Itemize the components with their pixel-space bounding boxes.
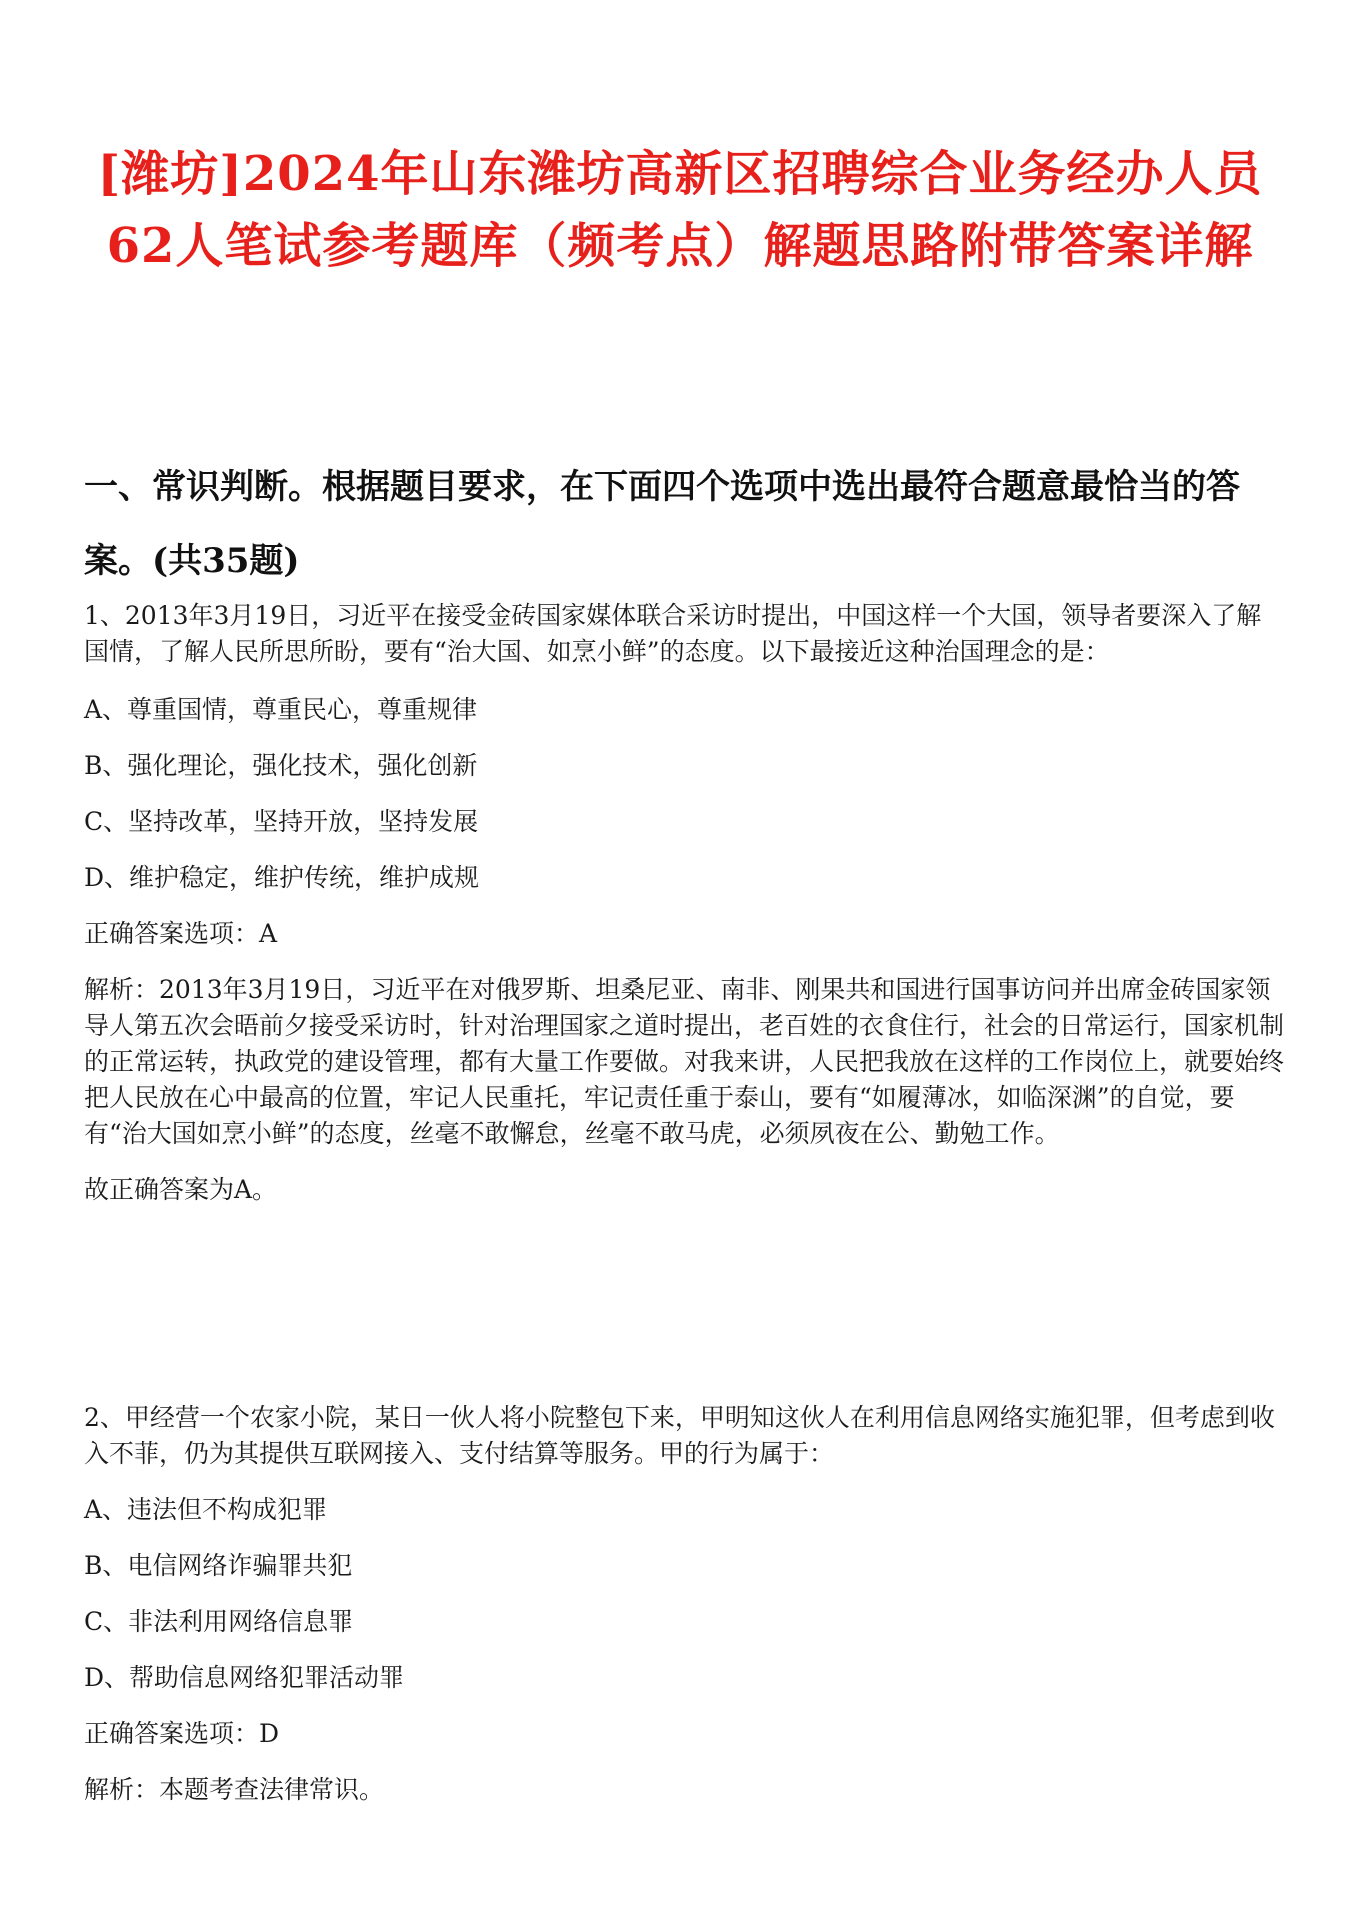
question-1 [84,598,1284,1208]
document-title: [潍坊]2024年山东潍坊高新区招聘综合业务经办人员62人笔试参考题库（频考点）解题思路附带答案详解 [97,146,1263,274]
option-c: C、非法利用网络信息罪 [84,1607,354,1636]
option-d: D、帮助信息网络犯罪活动罪 [84,1663,405,1692]
option-a: A、尊重国情，尊重民心，尊重规律 [84,695,478,724]
correct-answer: 正确答案选项：A [84,919,278,948]
question-stem: 2、甲经营一个农家小院，某日一伙人将小院整包下来，甲明知这伙人在利用信息网络实施犯罪，但考虑到收入不菲，仍为其提供互联网接入、支付结算等服务。甲的行为属于： [84,1403,1275,1468]
answer-conclusion: 故正确答案为A。 [84,1175,278,1204]
option-a: A、违法但不构成犯罪 [84,1495,328,1524]
section-heading: 一、常识判断。根据题目要求，在下面四个选项中选出最符合题意最恰当的答案。(共35题) [84,467,1240,581]
question-stem: 1、2013年3月19日，习近平在接受金砖国家媒体联合采访时提出，中国这样一个大国，领导者要深入了解国情，了解人民所思所盼，要有“治大国、如烹小鲜”的态度。以下最接近这种治国理念的是： [84,601,1262,666]
option-d: D、维护稳定，维护传统，维护成规 [84,863,480,892]
option-b: B、强化理论，强化技术，强化创新 [84,751,478,780]
correct-answer: 正确答案选项：D [84,1719,280,1748]
question-2 [84,1400,1284,1808]
option-c: C、坚持改革，坚持开放，坚持发展 [84,807,479,836]
answer-analysis: 解析：2013年3月19日，习近平在对俄罗斯、坦桑尼亚、南非、刚果共和国进行国事访问并出席金砖国家领导人第五次会晤前夕接受采访时，针对治理国家之道时提出，老百姓的衣食住行，社会的日常运行，国家机制的正常运转，执政党的建设管理，都有大量工作要做。对我来讲，人民把我放在这样的工作岗位上，就要始终把人民放在心中最高的位置，牢记人民重托，牢记责任重于泰山，要有“如履薄冰，如临深渊”的自觉，要有“治大国如烹小鲜”的态度，丝毫不敢懈怠，丝毫不敢马虎，必须夙夜在公、勤勉工作。 [84,975,1285,1148]
option-b: B、电信网络诈骗罪共犯 [84,1551,353,1580]
answer-analysis: 解析：本题考查法律常识。 [84,1775,385,1804]
